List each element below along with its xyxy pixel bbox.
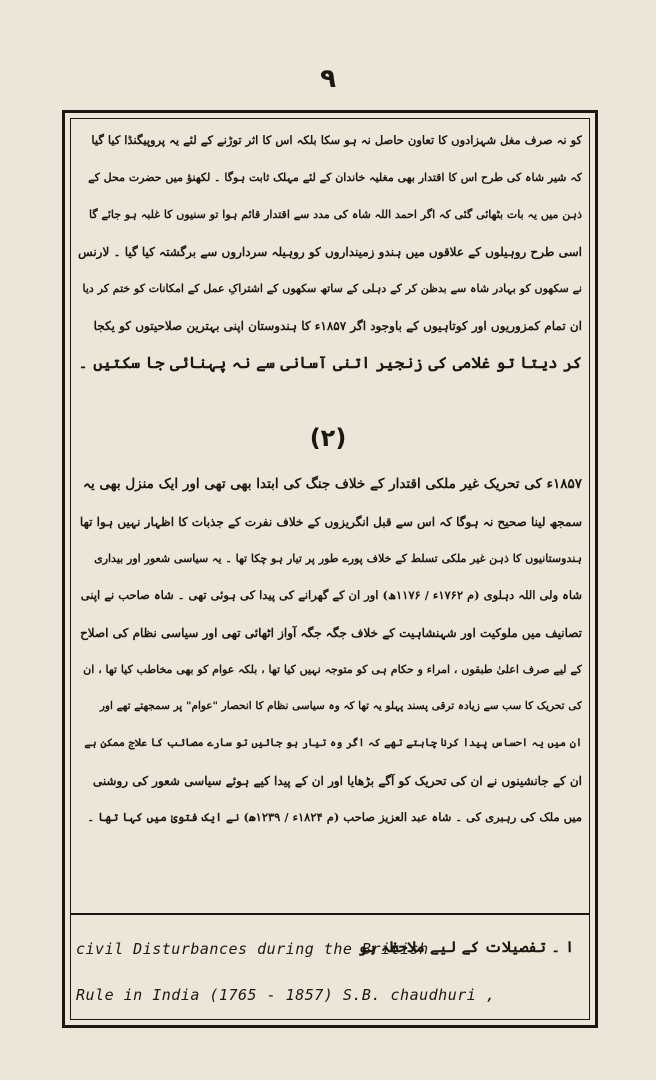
text-line: سمجھ لینا صحیح نہ ہوگا کہ اس سے قبل انگریزوں کے خلاف نفرت کے جذبات کا اظہار نہیں ہوا تھا — [79, 514, 582, 529]
section-1-text — [78, 122, 582, 381]
section-heading: (۲) — [309, 424, 347, 452]
text-line: ہندوستانیوں کا ذہن غیر ملکی تسلط کے خلاف پورے طور پر تیار ہو چکا تھا ۔ یہ سیاسی شعور اور بیداری — [94, 552, 582, 565]
text-line: تصانیف میں ملوکیت اور شہنشاہیت کے خلاف جگہ جگہ آواز اٹھائی تھی اور سیاسی نظام کی اصلاح — [80, 625, 582, 640]
footnote-english-line-1: civil Disturbances during the British — [76, 940, 429, 958]
text-line: ۱۸۵۷ء کی تحریک غیر ملکی اقتدار کے خلاف جنگ کی ابتدا بھی تھی اور ایک منزل بھی یہ — [83, 475, 582, 492]
footnote-divider — [70, 913, 590, 915]
footnote-english-line-2: Rule in India (1765 - 1857) S.B. chaudhuri , — [76, 986, 496, 1004]
text-line: کر دیتا تو غلامی کی زنجیر اتنی آسانی سے نہ پہنائی جا سکتیں ۔ — [78, 352, 582, 372]
text-line: کہ شیر شاہ کی طرح اس کا اقتدار بھی مغلیہ خاندان کے لئے مہلک ثابت ہوگا ۔ لکھنؤ میں حضرت محل کے — [88, 171, 582, 184]
text-line: کی تحریک کا سب سے زیادہ ترقی پسند پہلو یہ تھا کہ وہ سیاسی نظام کا انحصار "عوام" پر سمجھتے تھے اور — [99, 700, 582, 713]
text-line: اسی طرح روہیلوں کے علاقوں میں ہندو زمینداروں کو روہیلہ سرداروں سے برگشتہ کیا گیا ۔ لارنس — [78, 244, 582, 259]
text-line: شاہ ولی اللہ دہلوی (م ۱۷۶۲ء / ۱۱۷۶ھ) اور ان کے گھرانے کی پیدا کی ہوئی تھی ۔ شاہ صاحب نے اپنی — [80, 587, 582, 602]
text-line: نے سکھوں کو بہادر شاہ سے بدظن کر کے دہلی کے ساتھ سکھوں کے اشتراکِ عمل کے امکانات کو ختم کر دیا — [82, 282, 582, 295]
footnote-urdu: ا ۔ تفصیلات کے لیے ملاحظہ ہو — [358, 938, 574, 956]
text-line: کے لیے صرف اعلیٰ طبقوں ، امراء و حکام ہی کو متوجہ نہیں کیا تھا ، بلکہ عوام کو بھی مخاطب کیا تھا ، ان — [83, 663, 582, 676]
text-line: ذہن میں یہ بات بٹھائی گئی کہ اگر احمد اللہ شاہ کی مدد سے اقتدار قائم ہوا تو سنیوں کا غلبہ ہو جائے گا — [88, 208, 582, 221]
text-line: ان تمام کمزوریوں اور کوتاہیوں کے باوجود اگر ۱۸۵۷ء کا ہندوستان اپنی بہترین صلاحیتوں کو یکجا — [93, 318, 582, 333]
section-2-text — [78, 466, 582, 836]
text-line: ان کے جانشینوں نے ان کی تحریک کو آگے بڑھایا اور ان کے پیدا کیے ہوئے سیاسی شعور کی روشنی — [92, 773, 582, 788]
text-line: میں ملک کی رہبری کی ۔ شاہ عبد العزیز صاحب (م ۱۸۲۴ء / ۱۲۳۹ھ) نے ایک فتویٰ میں کہا تھا ۔ — [87, 809, 582, 824]
text-line: ان میں یہ احساس پیدا کرنا چاہتے تھے کہ اگر وہ تیار ہو جائیں تو سارے مصائب کا علاج ممکن ہے — [84, 737, 582, 750]
page-number: ۹ — [320, 64, 336, 94]
text-line: کو نہ صرف مغل شہزادوں کا تعاون حاصل نہ ہو سکا بلکہ اس کا اثر توڑنے کے لئے یہ پروپیگنڈا کیا گیا — [91, 132, 582, 147]
